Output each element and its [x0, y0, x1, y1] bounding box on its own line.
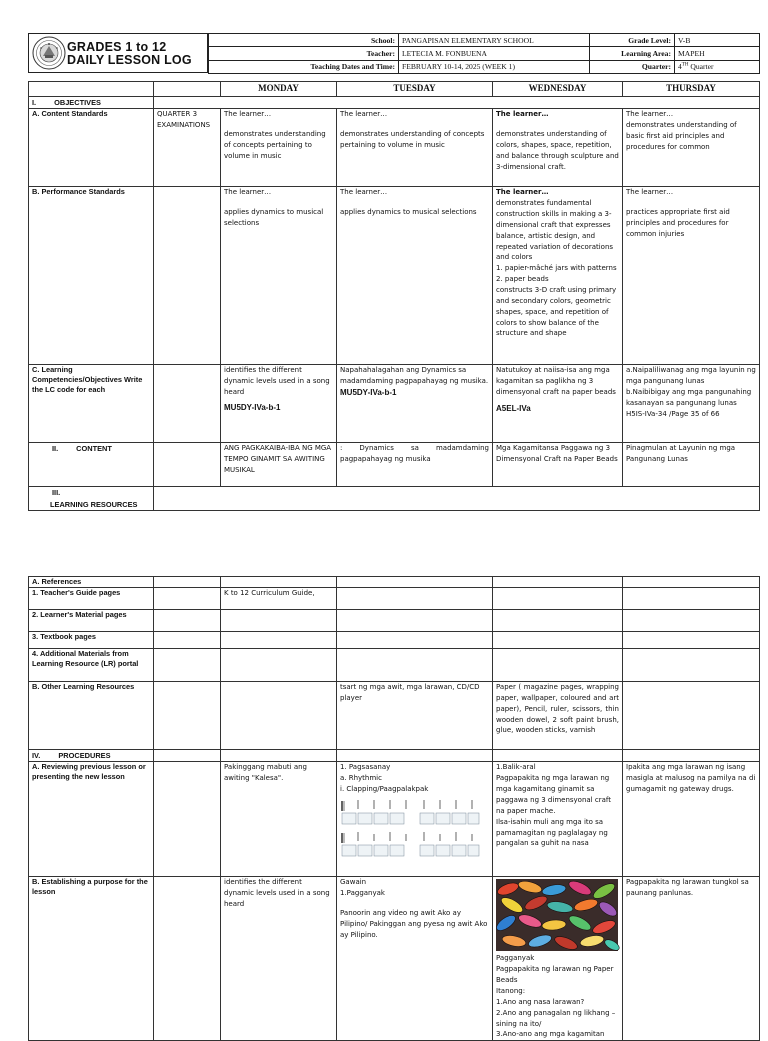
performance-thursday-intro: The learner… [626, 188, 674, 197]
day-header-row [29, 82, 760, 97]
title-box [28, 33, 208, 73]
teacher-value: LETECIA M. FONBUENA [399, 47, 590, 60]
competencies-wednesday: Natutukoy at naiisa-isa ang mga kagamitan sa paglikha ng 3 dimensyonal craft na paper beads [496, 366, 616, 397]
purpose-tuesday-motivation: 1.Pagganyak [340, 889, 385, 898]
competencies-wednesday-code: A5EL-IVa [496, 403, 531, 413]
content-standards-tuesday: demonstrates understanding of concepts pertaining to volume in music [340, 130, 485, 150]
content-standards-wednesday-intro: The learner… [496, 110, 549, 119]
teacher-label: Teacher: [209, 47, 399, 60]
other-resources-wednesday: Paper ( magazine pages, wrapping paper, wallpaper, coloured and art paper), Pencil, ruler, scissors, thin wooden dowel, 2 soft paint brush, glue, wooden sticks, varnish [493, 682, 623, 750]
objectives-heading: OBJECTIVES [54, 97, 101, 107]
purpose-thursday: Pagpapakita ng larawan tungkol sa paunang panlunas. [623, 877, 760, 1041]
header-info-table [208, 33, 760, 74]
content-standards-wednesday: demonstrates understanding of colors, shapes, space, repetition, and balance through sculpture and 3-dimensional craft. [496, 130, 619, 171]
references-label: A. References [29, 577, 154, 588]
content-monday: ANG PAGKAKAIBA-IBA NG MGA TEMPO GINAMIT SA AWITING MUSIKAL [221, 443, 337, 487]
review-label: A. Reviewing previous lesson or presenting the new lesson [29, 762, 154, 877]
purpose-tuesday-text: Panoorin ang video ng awit Ako ay Pilipino/ Pakinggan ang pyesa ng awit Ako ay Pilipino. [340, 909, 488, 939]
content-standards-tuesday-intro: The learner… [340, 110, 388, 119]
competencies-monday: identifies the different dynamic levels used in a song heard [224, 366, 330, 397]
competencies-row [29, 365, 760, 443]
review-tuesday-item1: 1. Pagsasanay [340, 763, 391, 772]
content-heading: CONTENT [76, 444, 112, 454]
content-row [29, 443, 760, 487]
competencies-monday-code: MU5DY-IVa-b-1 [224, 402, 281, 412]
objectives-num: I. [32, 97, 37, 107]
competencies-thursday-b: b.Naibibigay ang mga pangunahing kasanayan sa pangunang lunas [626, 388, 752, 407]
competencies-tuesday: Napahahalagahan ang Dynamics sa madamdaming pagpapahayag ng musika. [340, 366, 489, 386]
other-resources-tuesday: tsart ng mga awit, mga larawan, CD/CD player [337, 682, 493, 750]
other-resources-label: B. Other Learning Resources [29, 682, 154, 750]
performance-tuesday-intro: The learner… [340, 188, 388, 197]
textbook-label: 3. Textbook pages [29, 632, 154, 649]
review-wednesday-text2: Ilsa-isahin muli ang mga ito sa pamamagitan ng paglalagay ng pangalan sa guhit na nasa [496, 817, 608, 848]
purpose-wednesday-q3: 3.Ano-ano ang mga kagamitan [496, 1030, 605, 1039]
content-standards-thursday-intro: The learner… [626, 110, 674, 119]
performance-tuesday: applies dynamics to musical selections [340, 208, 477, 217]
performance-wednesday-constructs: constructs 3-D craft using primary and secondary colors, geometric shapes, space, and repetition of colors to show balance of the structure and shape [496, 286, 617, 338]
purpose-wednesday-motivation: Pagganyak [496, 954, 535, 963]
learning-resources-row [29, 487, 760, 511]
learner-material-row [29, 610, 760, 632]
purpose-row [29, 877, 760, 1041]
learning-resources-heading: LEARNING RESOURCES [50, 499, 138, 509]
references-row [29, 577, 760, 588]
additional-materials-row [29, 649, 760, 682]
performance-monday: applies dynamics to musical selections [224, 208, 324, 228]
dates-value: FEBRUARY 10-14, 2025 (WEEK 1) [399, 60, 590, 73]
procedures-num: IV. [32, 751, 41, 760]
school-value: PANGAPISAN ELEMENTARY SCHOOL [399, 34, 590, 47]
grade-level-value: V-B [675, 34, 760, 47]
learning-resources-num: III. [52, 488, 61, 498]
deped-seal-icon [32, 36, 66, 70]
review-wednesday-text: Pagpapakita ng mga larawan ng mga kagamitang ginamit sa paggawa ng 3 dimensyonal craft na paper mache. [496, 774, 611, 815]
quarter-word: Quarter [688, 62, 714, 72]
performance-wednesday-item1: 1. papier-mâché jars with patterns [496, 264, 617, 273]
lesson-log-table-2 [28, 576, 760, 1041]
procedures-row [29, 750, 760, 762]
competencies-thursday-a: a.Naipaliliwanag ang mga layunin ng mga pangunang lunas [626, 366, 756, 386]
day-header-monday: MONDAY [221, 82, 337, 97]
review-monday: Pakinggang mabuti ang awiting "Kalesa". [221, 762, 337, 877]
content-standards-label: A. Content Standards [29, 109, 154, 187]
performance-monday-intro: The learner… [224, 188, 272, 197]
school-label: School: [209, 34, 399, 47]
day-header-tuesday: TUESDAY [337, 82, 493, 97]
purpose-monday: identifies the different dynamic levels used in a song heard [221, 877, 337, 1041]
learner-material-label: 2. Learner's Material pages [29, 610, 154, 632]
log-title-line2: DAILY LESSON LOG [67, 53, 192, 67]
performance-standards-row [29, 187, 760, 365]
performance-wednesday: demonstrates fundamental construction skills in making a 3-dimensional craft that expresses balance, artistic design, and repeated variation of decorations and colors [496, 199, 614, 262]
day-header-thursday: THURSDAY [623, 82, 760, 97]
objectives-row [29, 96, 760, 108]
content-standards-thursday: demonstrates understanding of basic first aid principles and procedures for common [626, 121, 737, 151]
content-thursday: Pinagmulan at Layunin ng mga Pangunang Lunas [623, 443, 760, 487]
learning-area-label: Learning Area: [590, 47, 675, 60]
teacher-guide-monday: K to 12 Curriculum Guide, [221, 588, 337, 610]
purpose-tuesday-activity: Gawain [340, 878, 367, 887]
paper-beads-image [496, 879, 618, 951]
lesson-log-table-1 [28, 81, 760, 511]
purpose-wednesday-q1: 1.Ano ang nasa larawan? [496, 997, 585, 1006]
rhythm-notation-icon-2 [340, 829, 480, 859]
day-header-wednesday: WEDNESDAY [493, 82, 623, 97]
review-tuesday-item2: a. Rhythmic [340, 774, 382, 783]
teacher-guide-row [29, 588, 760, 610]
performance-wednesday-item2: 2. paper beads [496, 275, 549, 284]
review-thursday: Ipakita ang mga larawan ng isang masigla at malusog na pamilya na di gumagamit ng gateway drugs. [623, 762, 760, 877]
teacher-guide-label: 1. Teacher's Guide pages [29, 588, 154, 610]
review-tuesday-item3: i. Clapping/Paagpalakpak [340, 785, 429, 794]
content-standards-row [29, 109, 760, 187]
content-num: II. [52, 444, 59, 454]
quarter-label: Quarter: [590, 60, 675, 73]
learning-area-value: MAPEH [675, 47, 760, 60]
content-standards-pre: QUARTER 3 EXAMINATIONS [154, 109, 221, 187]
header [28, 33, 759, 73]
content-tuesday: : Dynamics sa madamdaming pagpapahayag ng musika [337, 443, 493, 487]
textbook-row [29, 632, 760, 649]
performance-thursday: practices appropriate first aid principles and procedures for common injuries [626, 208, 730, 238]
quarter-value [675, 60, 760, 73]
quarter-number: 4 [678, 62, 682, 72]
purpose-label: B. Establishing a purpose for the lesson [29, 877, 154, 1041]
grade-level-label: Grade Level: [590, 34, 675, 47]
review-wednesday-title: 1.Balik-aral [496, 763, 536, 772]
review-row [29, 762, 760, 877]
content-standards-monday: demonstrates understanding of concepts pertaining to volume in music [224, 130, 326, 160]
rhythm-notation-icon [340, 797, 480, 827]
quarter-superscript: TH [681, 62, 689, 68]
purpose-wednesday-ask: Itanong: [496, 987, 526, 995]
dates-label: Teaching Dates and Time: [209, 60, 399, 73]
competencies-label: C. Learning Competencies/Objectives Write the LC code for each [29, 365, 154, 443]
performance-wednesday-intro: The learner… [496, 188, 549, 197]
log-title-line1: GRADES 1 to 12 [67, 40, 167, 54]
content-standards-monday-intro: The learner… [224, 110, 272, 119]
competencies-tuesday-code: MU5DY-IVa-b-1 [340, 388, 397, 398]
other-resources-row [29, 682, 760, 750]
purpose-wednesday-q2: 2.Ano ang panagalan ng likhang –sining na ito/ [496, 1008, 616, 1028]
purpose-wednesday-show: Pagpapakita ng larawan ng Paper Beads [496, 965, 614, 985]
additional-materials-label: 4. Additional Materials from Learning Resource (LR) portal [29, 649, 154, 682]
performance-standards-label: B. Performance Standards [29, 187, 154, 365]
content-wednesday: Mga Kagamitansa Paggawa ng 3 Dimensyonal Craft na Paper Beads [493, 443, 623, 487]
procedures-heading: PROCEDURES [58, 751, 111, 760]
competencies-thursday-code: H5IS-IVa-34 /Page 35 of 66 [626, 409, 720, 418]
